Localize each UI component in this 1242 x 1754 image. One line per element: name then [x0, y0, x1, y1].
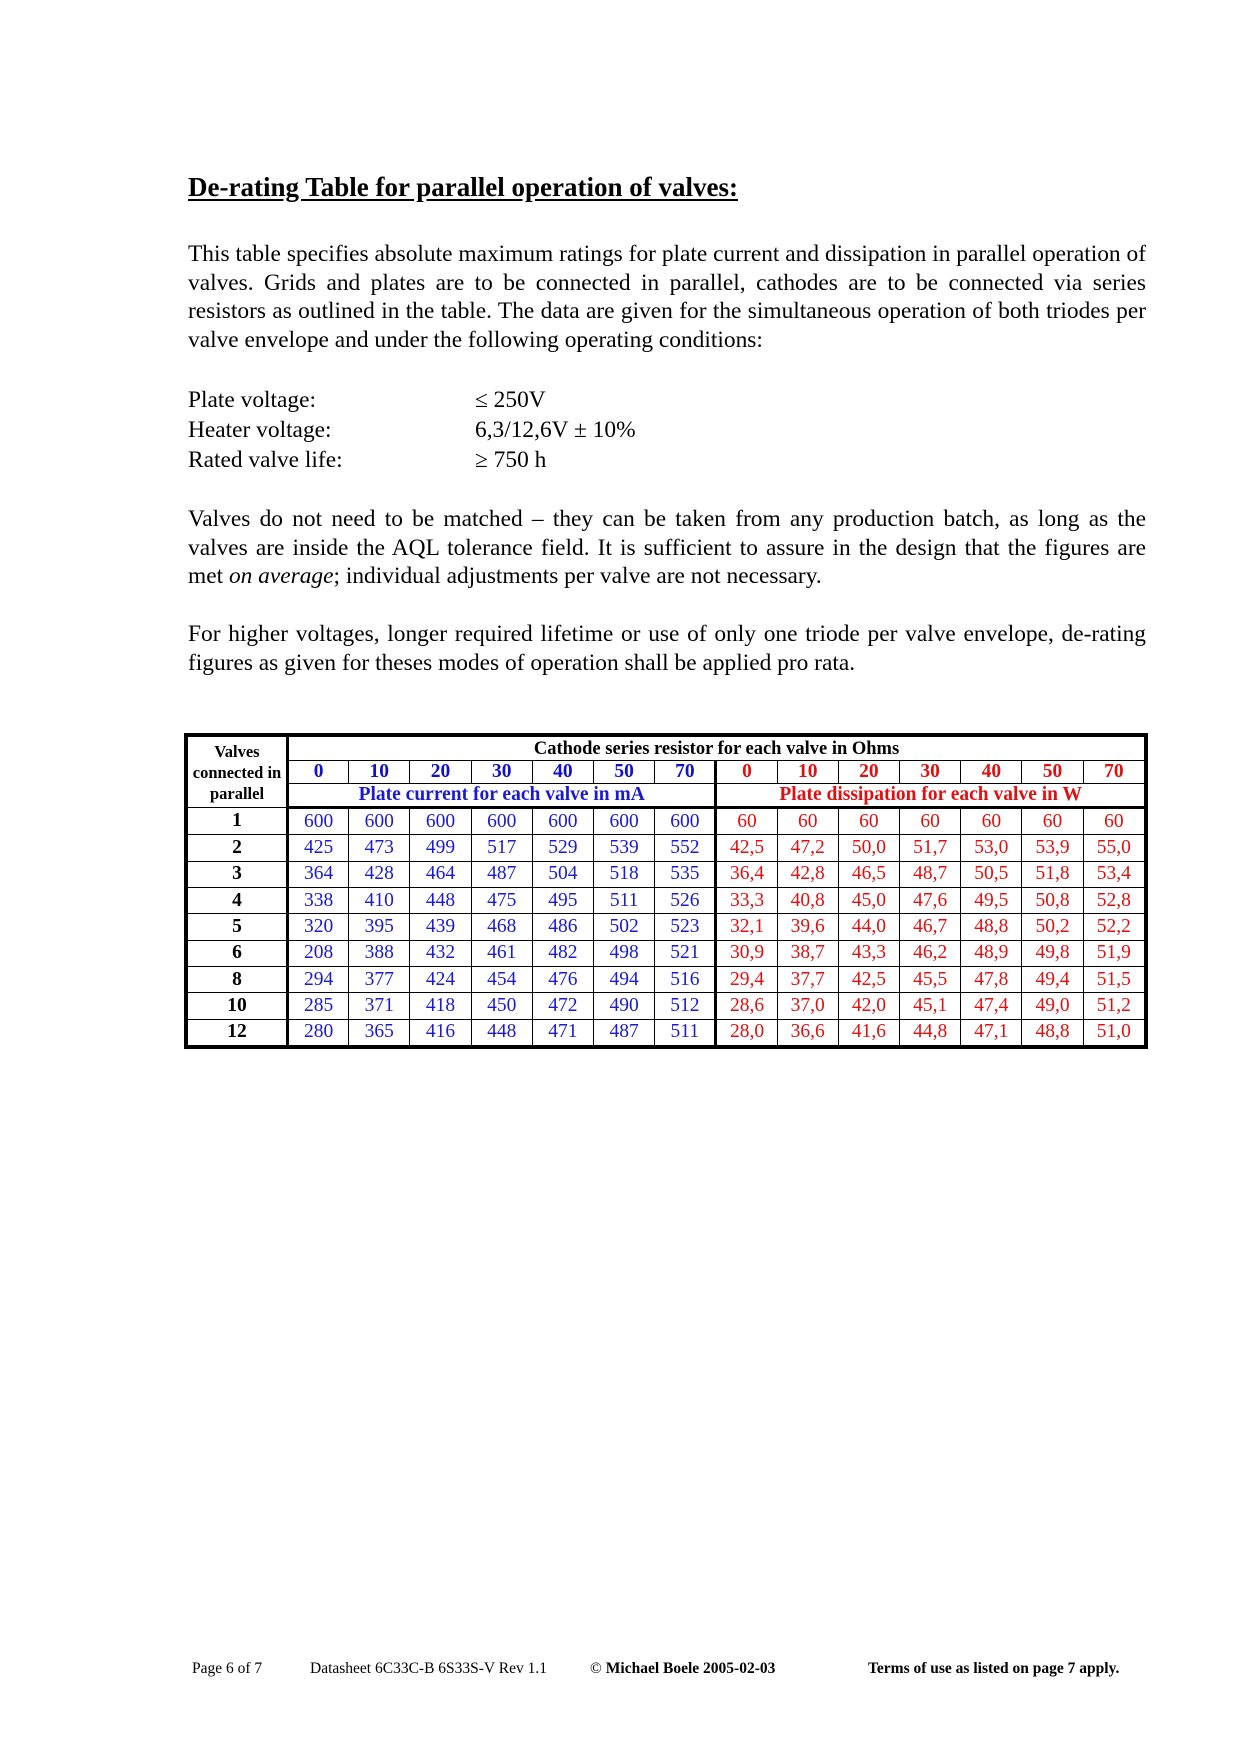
plate-current-cell: 450: [471, 993, 532, 1019]
plate-current-cell: 448: [410, 888, 471, 914]
plate-current-cell: 365: [349, 1019, 410, 1045]
plate-current-cell: 454: [471, 967, 532, 993]
plate-current-cell: 428: [349, 861, 410, 887]
plate-dissipation-cell: 49,0: [1022, 993, 1083, 1019]
plate-current-cell: 502: [594, 914, 655, 940]
plate-dissipation-cell: 45,1: [900, 993, 961, 1019]
plate-current-cell: 439: [410, 914, 471, 940]
plate-current-cell: 516: [655, 967, 716, 993]
plate-dissipation-header: Plate dissipation for each valve in W: [716, 784, 1145, 808]
plate-dissipation-cell: 48,9: [961, 940, 1022, 966]
matching-text-end: ; individual adjustments per valve are not necessary.: [333, 563, 822, 589]
plate-dissipation-cell: 47,1: [961, 1019, 1022, 1045]
resistor-column-header: 40: [961, 761, 1022, 784]
table-row: [188, 888, 1145, 914]
plate-current-cell: 504: [532, 861, 593, 887]
plate-current-cell: 461: [471, 940, 532, 966]
plate-current-cell: 521: [655, 940, 716, 966]
plate-dissipation-cell: 60: [1083, 808, 1144, 835]
plate-current-cell: 475: [471, 888, 532, 914]
plate-current-cell: 464: [410, 861, 471, 887]
resistor-column-header: 0: [288, 761, 349, 784]
resistor-column-header: 30: [900, 761, 961, 784]
plate-dissipation-cell: 46,5: [838, 861, 899, 887]
plate-current-cell: 498: [594, 940, 655, 966]
valves-count-cell: 12: [188, 1019, 288, 1045]
plate-dissipation-cell: 32,1: [716, 914, 777, 940]
plate-dissipation-cell: 41,6: [838, 1019, 899, 1045]
plate-current-cell: 418: [410, 993, 471, 1019]
plate-current-cell: 487: [594, 1019, 655, 1045]
plate-dissipation-cell: 47,8: [961, 967, 1022, 993]
plate-current-cell: 388: [349, 940, 410, 966]
plate-dissipation-cell: 48,8: [961, 914, 1022, 940]
plate-dissipation-cell: 42,0: [838, 993, 899, 1019]
header-row-quantities: [188, 784, 1145, 808]
plate-dissipation-cell: 47,4: [961, 993, 1022, 1019]
plate-current-cell: 600: [655, 808, 716, 835]
footer-datasheet: Datasheet 6C33C-B 6S33S-V Rev 1.1: [310, 1660, 547, 1677]
plate-current-cell: 512: [655, 993, 716, 1019]
copyright-symbol: ©: [590, 1660, 602, 1677]
valves-count-cell: 8: [188, 967, 288, 993]
table-row: [188, 967, 1145, 993]
plate-current-cell: 552: [655, 835, 716, 861]
plate-current-cell: 208: [288, 940, 349, 966]
plate-current-cell: 432: [410, 940, 471, 966]
plate-dissipation-cell: 60: [777, 808, 838, 835]
plate-dissipation-cell: 48,7: [900, 861, 961, 887]
plate-dissipation-cell: 51,0: [1083, 1019, 1144, 1045]
plate-dissipation-cell: 51,8: [1022, 861, 1083, 887]
plate-dissipation-cell: 43,3: [838, 940, 899, 966]
plate-current-cell: 600: [410, 808, 471, 835]
table-row: [188, 914, 1145, 940]
plate-dissipation-cell: 40,8: [777, 888, 838, 914]
plate-current-cell: 364: [288, 861, 349, 887]
plate-dissipation-cell: 28,0: [716, 1019, 777, 1045]
plate-current-cell: 600: [594, 808, 655, 835]
valves-count-cell: 6: [188, 940, 288, 966]
resistor-column-header: 20: [838, 761, 899, 784]
plate-current-cell: 523: [655, 914, 716, 940]
plate-dissipation-cell: 42,5: [838, 967, 899, 993]
resistor-column-header: 70: [1083, 761, 1144, 784]
plate-current-cell: 280: [288, 1019, 349, 1045]
condition-value: ≥ 750 h: [475, 447, 547, 473]
plate-current-cell: 490: [594, 993, 655, 1019]
plate-current-cell: 377: [349, 967, 410, 993]
plate-current-cell: 468: [471, 914, 532, 940]
plate-dissipation-cell: 50,2: [1022, 914, 1083, 940]
plate-dissipation-cell: 38,7: [777, 940, 838, 966]
condition-row: [188, 415, 636, 445]
plate-dissipation-cell: 45,5: [900, 967, 961, 993]
condition-row: [188, 445, 636, 475]
plate-current-cell: 395: [349, 914, 410, 940]
resistor-column-header: 50: [1022, 761, 1083, 784]
matching-text: Valves do not need to be matched – they can be taken from any production batch, as long as the valves are inside the AQL tolerance field. It is sufficient to assure in the design that the figures are met: [188, 506, 1146, 589]
plate-current-cell: 511: [594, 888, 655, 914]
resistor-column-header: 40: [532, 761, 593, 784]
plate-current-cell: 471: [532, 1019, 593, 1045]
table-row: [188, 861, 1145, 887]
table-row: [188, 835, 1145, 861]
plate-current-cell: 410: [349, 888, 410, 914]
plate-dissipation-cell: 37,7: [777, 967, 838, 993]
plate-current-cell: 600: [532, 808, 593, 835]
plate-dissipation-cell: 60: [838, 808, 899, 835]
plate-current-cell: 539: [594, 835, 655, 861]
plate-current-cell: 495: [532, 888, 593, 914]
plate-dissipation-cell: 46,2: [900, 940, 961, 966]
condition-label: Rated valve life:: [188, 447, 343, 473]
plate-current-cell: 600: [288, 808, 349, 835]
intro-paragraph: This table specifies absolute maximum ratings for plate current and dissipation in parallel operation of valves. Grids and plates are to be connected in parallel, cathodes are to be connected via series resistors as outlined in the table. The data are given for the simultaneous operation of both triodes per valve envelope and under the following operating conditions:: [188, 241, 1146, 353]
condition-value: 6,3/12,6V ± 10%: [475, 417, 636, 443]
plate-dissipation-cell: 49,8: [1022, 940, 1083, 966]
resistor-column-header: 70: [655, 761, 716, 784]
plate-dissipation-cell: 44,8: [900, 1019, 961, 1045]
valves-count-cell: 5: [188, 914, 288, 940]
resistor-column-header: 30: [471, 761, 532, 784]
plate-dissipation-cell: 51,9: [1083, 940, 1144, 966]
matching-paragraph: [188, 505, 1146, 591]
plate-dissipation-cell: 39,6: [777, 914, 838, 940]
plate-dissipation-cell: 55,0: [1083, 835, 1144, 861]
higher-voltage-paragraph: For higher voltages, longer required lifetime or use of only one triode per valve envelope, de-rating figures as given for theses modes of operation shall be applied pro rata.: [188, 621, 1146, 676]
plate-dissipation-cell: 30,9: [716, 940, 777, 966]
condition-label: Heater voltage:: [188, 417, 332, 443]
table-row: [188, 940, 1145, 966]
plate-dissipation-cell: 37,0: [777, 993, 838, 1019]
plate-dissipation-cell: 50,5: [961, 861, 1022, 887]
plate-dissipation-cell: 50,0: [838, 835, 899, 861]
plate-current-cell: 487: [471, 861, 532, 887]
footer-page-number: Page 6 of 7: [192, 1660, 263, 1677]
plate-dissipation-cell: 53,9: [1022, 835, 1083, 861]
plate-dissipation-cell: 42,5: [716, 835, 777, 861]
table-row: [188, 808, 1145, 835]
plate-current-cell: 473: [349, 835, 410, 861]
table-row: [188, 1019, 1145, 1045]
plate-dissipation-cell: 60: [900, 808, 961, 835]
plate-dissipation-cell: 49,4: [1022, 967, 1083, 993]
valves-count-cell: 4: [188, 888, 288, 914]
plate-dissipation-cell: 29,4: [716, 967, 777, 993]
valves-count-cell: 10: [188, 993, 288, 1019]
plate-dissipation-cell: 28,6: [716, 993, 777, 1019]
plate-current-cell: 486: [532, 914, 593, 940]
plate-dissipation-cell: 36,4: [716, 861, 777, 887]
plate-dissipation-cell: 46,7: [900, 914, 961, 940]
condition-value: ≤ 250V: [475, 387, 546, 413]
plate-current-cell: 529: [532, 835, 593, 861]
valves-connected-header: Valves connected in parallel: [188, 737, 288, 808]
header-row-resistors: [188, 761, 1145, 784]
plate-dissipation-cell: 48,8: [1022, 1019, 1083, 1045]
plate-dissipation-cell: 51,5: [1083, 967, 1144, 993]
valves-count-cell: 1: [188, 808, 288, 835]
resistor-column-header: 0: [716, 761, 777, 784]
plate-current-cell: 535: [655, 861, 716, 887]
valves-count-cell: 3: [188, 861, 288, 887]
plate-dissipation-cell: 53,0: [961, 835, 1022, 861]
plate-current-cell: 511: [655, 1019, 716, 1045]
page-title: De-rating Table for parallel operation of valves:: [188, 172, 738, 202]
plate-current-cell: 285: [288, 993, 349, 1019]
plate-current-cell: 482: [532, 940, 593, 966]
plate-current-cell: 294: [288, 967, 349, 993]
table-row: [188, 993, 1145, 1019]
plate-dissipation-cell: 44,0: [838, 914, 899, 940]
plate-current-cell: 518: [594, 861, 655, 887]
plate-current-cell: 448: [471, 1019, 532, 1045]
plate-dissipation-cell: 51,7: [900, 835, 961, 861]
plate-current-cell: 338: [288, 888, 349, 914]
footer-terms: Terms of use as listed on page 7 apply.: [868, 1660, 1120, 1677]
footer-copyright: [590, 1660, 775, 1678]
plate-dissipation-cell: 45,0: [838, 888, 899, 914]
plate-dissipation-cell: 49,5: [961, 888, 1022, 914]
plate-current-cell: 416: [410, 1019, 471, 1045]
plate-current-cell: 371: [349, 993, 410, 1019]
plate-current-cell: 476: [532, 967, 593, 993]
plate-current-cell: 499: [410, 835, 471, 861]
plate-dissipation-cell: 50,8: [1022, 888, 1083, 914]
plate-dissipation-cell: 52,8: [1083, 888, 1144, 914]
resistor-column-header: 50: [594, 761, 655, 784]
emphasis-text: on average: [228, 563, 334, 589]
plate-current-header: Plate current for each valve in mA: [288, 784, 716, 808]
plate-current-cell: 517: [471, 835, 532, 861]
plate-dissipation-cell: 33,3: [716, 888, 777, 914]
derating-table: [184, 733, 1148, 1049]
condition-row: [188, 385, 636, 415]
plate-dissipation-cell: 52,2: [1083, 914, 1144, 940]
cathode-header: Cathode series resistor for each valve in Ohms: [288, 737, 1145, 761]
resistor-column-header: 20: [410, 761, 471, 784]
valves-count-cell: 2: [188, 835, 288, 861]
plate-current-cell: 600: [471, 808, 532, 835]
plate-current-cell: 320: [288, 914, 349, 940]
plate-dissipation-cell: 60: [961, 808, 1022, 835]
resistor-column-header: 10: [777, 761, 838, 784]
plate-dissipation-cell: 51,2: [1083, 993, 1144, 1019]
plate-current-cell: 424: [410, 967, 471, 993]
plate-dissipation-cell: 36,6: [777, 1019, 838, 1045]
plate-dissipation-cell: 47,2: [777, 835, 838, 861]
plate-dissipation-cell: 60: [1022, 808, 1083, 835]
plate-current-cell: 494: [594, 967, 655, 993]
plate-current-cell: 526: [655, 888, 716, 914]
plate-current-cell: 425: [288, 835, 349, 861]
header-row-cathode: [188, 737, 1145, 761]
plate-dissipation-cell: 42,8: [777, 861, 838, 887]
operating-conditions: [188, 385, 636, 475]
plate-current-cell: 600: [349, 808, 410, 835]
plate-dissipation-cell: 53,4: [1083, 861, 1144, 887]
plate-dissipation-cell: 60: [716, 808, 777, 835]
footer-author: Michael Boele 2005-02-03: [605, 1660, 776, 1677]
plate-current-cell: 472: [532, 993, 593, 1019]
plate-dissipation-cell: 47,6: [900, 888, 961, 914]
resistor-column-header: 10: [349, 761, 410, 784]
condition-label: Plate voltage:: [188, 387, 316, 413]
